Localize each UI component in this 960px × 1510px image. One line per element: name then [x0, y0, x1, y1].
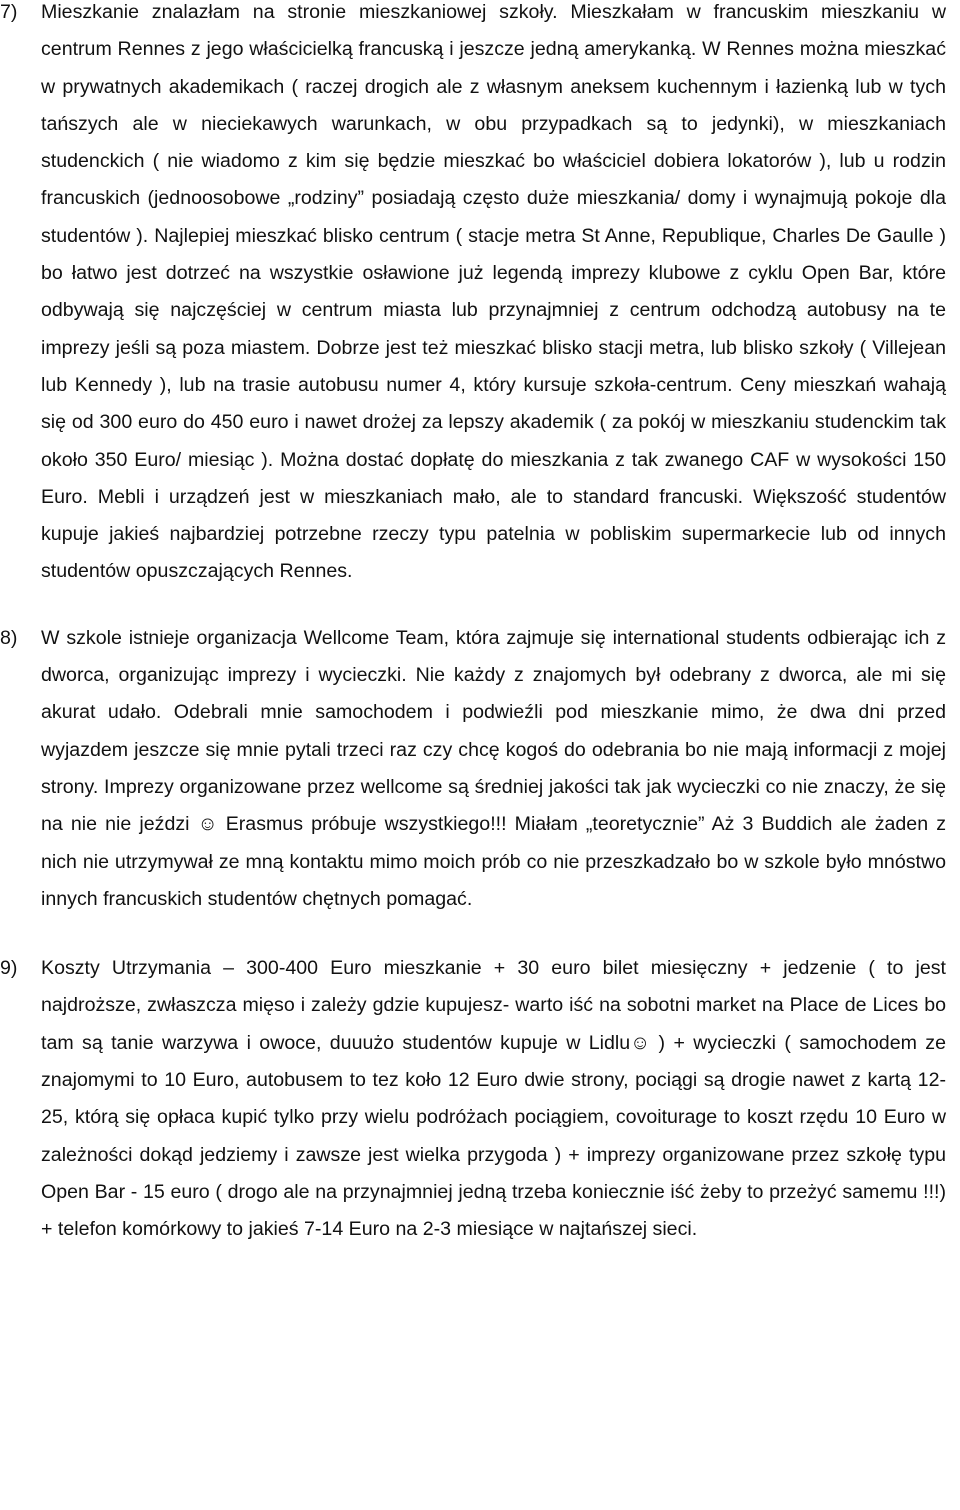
section-9-number: 9): [0, 957, 18, 980]
section-7-text: Mieszkanie znalazłam na stronie mieszkaniowej szkoły. Mieszkałam w francuskim mieszkaniu w centrum Rennes z jego właścicielką francuską i jeszcze jedną amerykanką. W Rennes można mieszkać w prywatnych akademikach ( raczej drogich ale z własnym aneksem kuchennym i łazienką lub w tych tańszych ale w nieciekawych warunkach, w obu przypadkach są to jedynki), w mieszkaniach studenckich ( nie wiadomo z kim się będzie mieszkać bo właściciel dobiera lokatorów ), lub u rodzin francuskich (jednoosobowe „rodziny” posiadają często duże mieszkania/ domy i wynajmują pokoje dla studentów ). Najlepiej mieszkać blisko centrum ( stacje metra St Anne, Republique, Charles De Gaulle ) bo łatwo jest dotrzeć na wszystkie osławione już legendą imprezy klubowe z cyklu Open Bar, które odbywają się najczęściej w centrum miasta lub przynajmniej z centrum odchodzą autobusy na te imprezy jeśli są poza miastem. Dobrze jest też mieszkać blisko stacji metra, lub blisko szkoły ( Villejean lub Kennedy ), lub na trasie autobusu numer 4, który kursuje szkoła-centrum. Ceny mieszkań wahają się od 300 euro do 450 euro i nawet drożej za lepszy akademik ( za pokój w mieszkaniu studenckim tak około 350 Euro/ miesiąc ). Można dostać dopłatę do mieszkania z tak zwanego CAF w wysokości 150 Euro. Mebli i urządzeń jest w mieszkaniach mało, ale to standard francuski. Większość studentów kupuje jakieś najbardziej potrzebne rzeczy typu patelnia w pobliskim supermarkecie lub od innych studentów opuszczających Rennes.: [41, 1, 946, 583]
section-7-number: 7): [0, 1, 18, 23]
section-8: [0, 620, 946, 918]
section-9-text: Koszty Utrzymania – 300-400 Euro mieszkanie + 30 euro bilet miesięczny + jedzenie ( to jest najdroższe, zwłaszcza mięso i zależy gdzie kupujesz- warto iść na sobotni market na Place de Lices bo tam są tanie warzywa i owoce, duuużo studentów kupuje w Lidlu☺ ) + wycieczki ( samochodem ze znajomymi to 10 Euro, autobusem to tez koło 12 Euro dwie strony, pociągi są drogie nawet z kartą 12-25, którą się opłaca kupić tylko przy wielu podróżach pociągiem, covoiturage to koszt rzędu 10 Euro w zależności dokąd jedziemy i zawsze jest wielka przygoda ) + imprezy organizowane przez szkołę typu Open Bar - 15 euro ( drogo ale na przynajmniej jedną trzeba koniecznie iść żeby to przeżyć samemu !!!) + telefon komórkowy to jakieś 7-14 Euro na 2-3 miesiące w najtańszej sieci.: [41, 957, 946, 1241]
section-8-number: 8): [0, 626, 18, 649]
section-7: [0, 0, 946, 591]
section-9: [0, 950, 946, 1248]
section-8-text: W szkole istnieje organizacja Wellcome Team, która zajmuje się international students odbierając ich z dworca, organizując imprezy i wycieczki. Nie każdy z znajomych był odebrany z dworca, ale mi się akurat udało. Odebrali mnie samochodem i podwieźli pod mieszkanie mimo, że dwa dni przed wyjazdem jeszcze się mnie pytali trzeci raz czy chcę kogoś do odebrania bo nie mają informacji z mojej strony. Imprezy organizowane przez wellcome są średniej jakości tak jak wycieczki co nie znaczy, że się na nie nie jeździ ☺ Erasmus próbuje wszystkiego!!! Miałam „teoretycznie” Aż 3 Buddich ale żaden z nich nie utrzymywał ze mną kontaktu mimo moich prób co nie przeszkadzało bo w szkole było mnóstwo innych francuskich studentów chętnych pomagać.: [41, 626, 946, 910]
